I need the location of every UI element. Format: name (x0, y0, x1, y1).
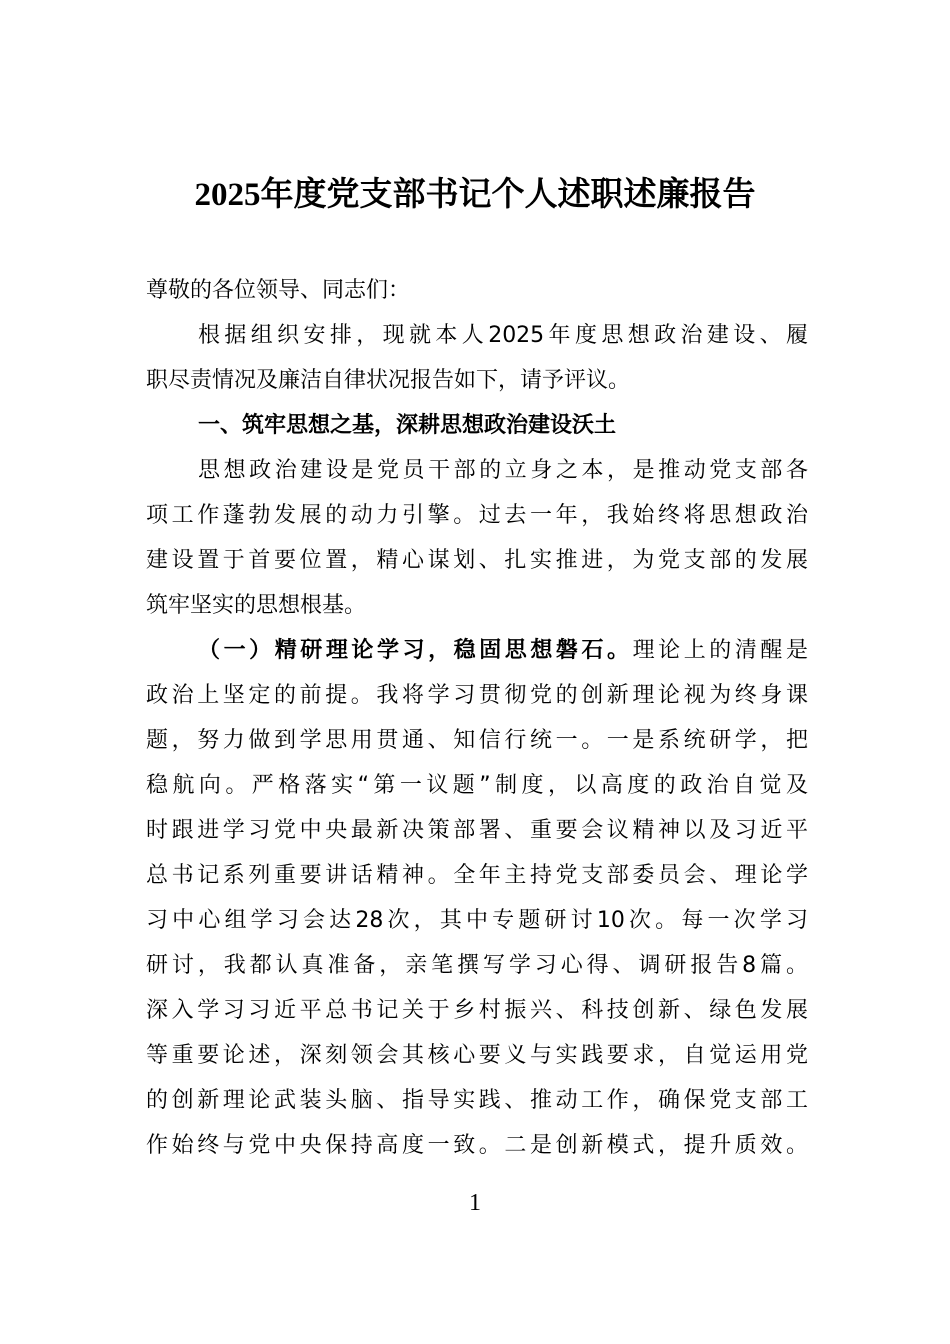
paragraph-line: 作始终与党中央保持高度一致。二是创新模式，提升质效。 (146, 1133, 808, 1158)
paragraph-line: 时跟进学习党中央最新决策部署、重要会议精神以及习近平 (146, 818, 808, 843)
subsection-first-line (146, 628, 808, 673)
paragraph-line: 总书记系列重要讲话精神。全年主持党支部委员会、理论学 (146, 863, 808, 888)
paragraph-line: 深入学习习近平总书记关于乡村振兴、科技创新、绿色发展 (146, 998, 808, 1023)
paragraph-line: 项工作蓬勃发展的动力引擎。过去一年，我始终将思想政治 (146, 503, 808, 528)
salutation: 尊敬的各位领导、同志们： (146, 278, 411, 303)
paragraph-line: 题，努力做到学思用贯通、知信行统一。一是系统研学，把 (146, 728, 808, 753)
section-heading: 一、筑牢思想之基，深耕思想政治建设沃土 (198, 413, 617, 438)
subsection-heading: （一）精研理论学习，稳固思想磐石。 (198, 638, 633, 663)
page-number: 1 (469, 1190, 481, 1216)
document-title: 2025年度党支部书记个人述职述廉报告 (194, 177, 756, 213)
paragraph-line: 筑牢坚实的思想根基。 (146, 593, 367, 618)
paragraph-line: 等重要论述，深刻领会其核心要义与实践要求，自觉运用党 (146, 1043, 808, 1068)
document-body (146, 268, 808, 1168)
paragraph-line: 习中心组学习会达28次，其中专题研讨10次。每一次学习 (146, 908, 808, 933)
paragraph-line: 思想政治建设是党员干部的立身之本，是推动党支部各 (198, 458, 808, 483)
paragraph-line: 稳航向。严格落实“第一议题”制度，以高度的政治自觉及 (146, 773, 808, 798)
paragraph-line: 建设置于首要位置，精心谋划、扎实推进，为党支部的发展 (146, 548, 808, 573)
paragraph-line: 研讨，我都认真准备，亲笔撰写学习心得、调研报告8篇。 (146, 953, 808, 978)
subsection-first-line-text: 理论上的清醒是 (632, 638, 808, 663)
paragraph-line: 政治上坚定的前提。我将学习贯彻党的创新理论视为终身课 (146, 683, 808, 708)
intro-line: 职尽责情况及廉洁自律状况报告如下，请予评议。 (146, 368, 631, 393)
paragraph-line: 的创新理论武装头脑、指导实践、推动工作，确保党支部工 (146, 1088, 808, 1113)
intro-line: 根据组织安排，现就本人2025年度思想政治建设、履 (198, 323, 808, 348)
